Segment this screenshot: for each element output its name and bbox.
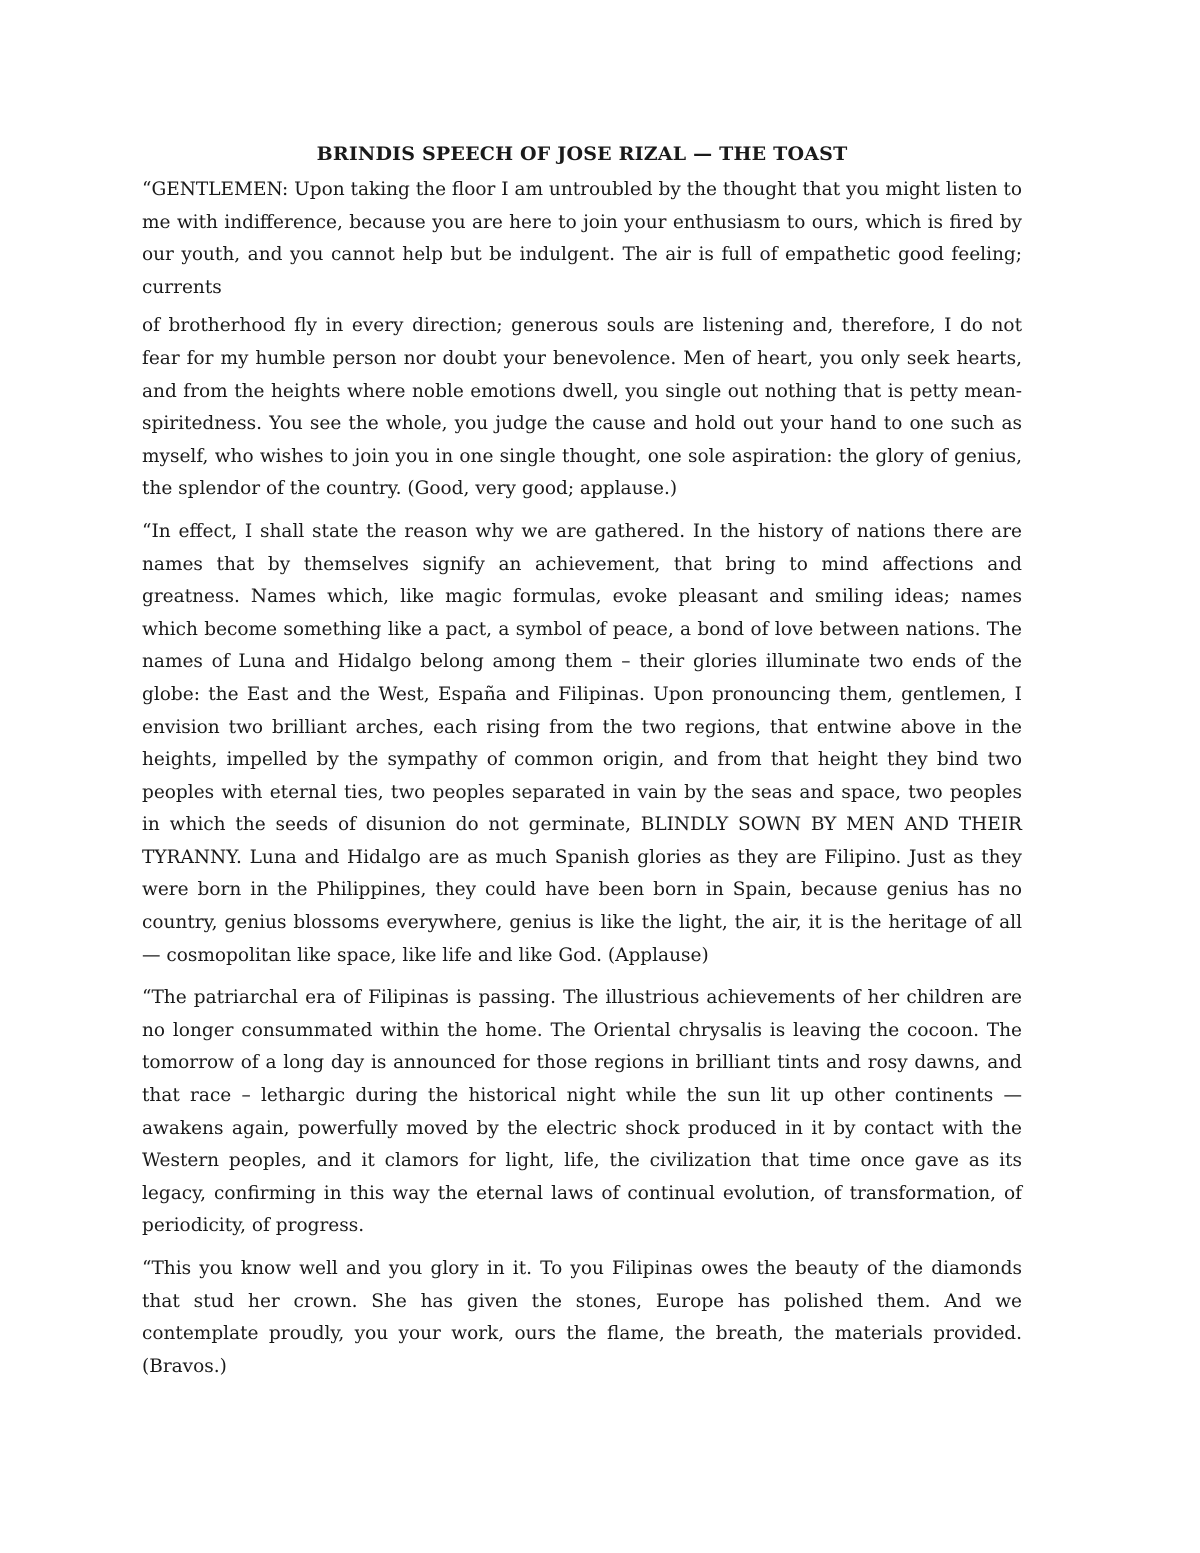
document-title: BRINDIS SPEECH OF JOSE RIZAL — THE TOAST — [316, 143, 848, 165]
paragraph-diamonds: “This you know well and you glory in it. To you Filipinas owes the beauty of the diamonds that stud her crown. She has given the stones, Europe has polished them. And we contemplate proudly, you your work, ours the flame, the breath, the materials provided. (Bravos.) — [142, 1258, 1022, 1377]
paragraph-brotherhood: of brotherhood fly in every direction; generous souls are listening and, therefore, I do not fear for my humble person nor doubt your benevolence. Men of heart, you only seek hearts, and from the heights where noble emotions dwell, you single out nothing that is petty mean-spiritedness. You see the whole, you judge the cause and hold out your hand to one such as myself, who wishes to join you in one single thought, one sole aspiration: the glory of genius, the splendor of the country. (Good, very good; applause.) — [142, 315, 1022, 500]
paragraph-gentlemen: “GENTLEMEN: Upon taking the floor I am untroubled by the thought that you might listen to me with indifference, because you are here to join your enthusiasm to ours, which is fired by our youth, and you cannot help but be indulgent. The air is full of empathetic good feeling; currents — [142, 179, 1023, 298]
paragraph-luna-hidalgo: “In effect, I shall state the reason why we are gathered. In the history of nations there are names that by themselves signify an achievement, that bring to mind affections and greatness. Names which, like magic formulas, evoke pleasant and smiling ideas; names which become something like a pact, a symbol of peace, a bond of love between nations. The names of Luna and Hidalgo belong among them – their glories illuminate two ends of the globe: the East and the West, España and Filipinas. Upon pronouncing them, gentlemen, I envision two brilliant arches, each rising from the two regions, that entwine above in the heights, impelled by the sympathy of common origin, and from that height they bind two peoples with eternal ties, two peoples separated in vain by the seas and space, two peoples in which the seeds of disunion do not germinate, BLINDLY SOWN BY MEN AND THEIR TYRANNY. Luna and Hidalgo are as much Spanish glories as they are Filipino. Just as they were born in the Philippines, they could have been born in Spain, because genius has no country, genius blossoms everywhere, genius is like the light, the air, it is the heritage of all — cosmopolitan like space, like life and like God. (Applause) — [142, 520, 1022, 966]
paragraph-patriarchal-era: “The patriarchal era of Filipinas is passing. The illustrious achievements of her children are no longer consummated within the home. The Oriental chrysalis is leaving the cocoon. The tomorrow of a long day is announced for those regions in brilliant tints and rosy dawns, and that race – lethargic during the historical night while the sun lit up other continents — awakens again, powerfully moved by the electric shock produced in it by contact with the Western peoples, and it clamors for light, life, the civilization that time once gave as its legacy, confirming in this way the eternal laws of continual evolution, of transformation, of periodicity, of progress. — [142, 987, 1022, 1237]
document-page — [142, 140, 1022, 1393]
